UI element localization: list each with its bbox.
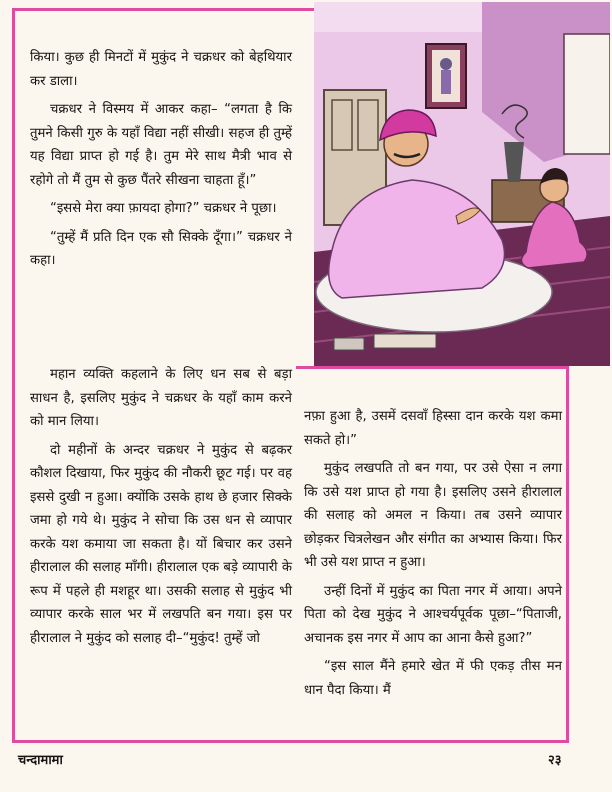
portrait-figure-head [440,58,452,70]
page-frame-left [12,8,15,743]
book-stack [374,334,436,348]
text-column-bottom-left [30,363,292,655]
paragraph: चक्रधर ने विस्मय में आकर कहा– “लगता है कि तुमने किसी गुरु के यहाँ विद्या नहीं सीखी। सहज ही तुम्हें यह विद्या प्राप्त हो गई है। तुम मेरे साथ मैत्री भाव से रहोगे तो मैं तुम से कुछ पैंतरे सीखना चाहता हूँ।” [30,102,292,188]
story-illustration [314,2,610,366]
paragraph: मुकुंद लखपति तो बन गया, पर उसे ऐसा न लगा कि उसे यश प्राप्त हो गया है। इसलिए उसने हीरालाल की सलाह को अमल न किया। तब उसने व्यापार छोड़कर चित्रलेखन और संगीत का अभ्यास किया। फिर भी उसे यश प्राप्त न हुआ। [304,461,562,570]
page-frame-divider [296,366,569,369]
page-frame-bottom [12,740,569,743]
paragraph: महान व्यक्ति कहलाने के लिए धन सब से बड़ा साधन है, इसलिए मुकुंद ने चक्रधर के यहाँ काम करने को मान लिया। [30,367,292,429]
paragraph: “तुम्हें मैं प्रति दिन एक सौ सिक्के दूँगा।” चक्रधर ने कहा। [30,229,292,268]
page-frame-right [566,366,569,743]
two-men-seated-room-illustration-icon [314,2,610,366]
page-number: २३ [548,753,562,768]
text-column-right [304,405,562,707]
magazine-name: चन्दामामा [18,753,63,768]
page-frame-top [12,8,314,11]
text-column-top-left [30,46,292,278]
paragraph: नफ़ा हुआ है, उसमें दसवाँ हिस्सा दान करके यश कमा सकते हो।” [304,409,562,448]
paragraph: “इससे मेरा क्या फ़ायदा होगा?” चक्रधर ने पूछा। [50,201,277,216]
window [564,34,610,154]
portrait-figure-body [441,70,451,94]
paragraph: दो महीनों के अन्दर चक्रधर ने मुकुंद से बढ़कर कौशल दिखाया, फिर मुकुंद की नौकरी छूट गई। पर वह इससे दुखी न हुआ। क्योंकि उसके हाथ छे हजार सिक्के जमा हो गये थे। मुकुंद ने सोचा कि उस धन से व्यापार करके यश कमाया जा सकता है। यों बिचार कर उसने हीरालाल की सलाह माँगी। हीरालाल एक बड़े व्यापारी के रूप में पहले ही मशहूर था। उसकी सलाह से मुकुंद भी व्यापार करके साल भर में लखपति बन गया। इस पर हीरालाल ने मुकुंद को सलाह दी–“मुकुंद! तुम्हें जो [30,442,292,646]
paragraph: किया। कुछ ही मिनटों में मुकुंद ने चक्रधर को बेहथियार कर डाला। [30,50,292,89]
small-bowl [334,338,364,350]
paragraph: “इस साल मैंने हमारे खेत में फी एकड़ तीस मन धान पैदा किया। मैं [304,659,562,698]
paragraph: उन्हीं दिनों में मुकुंद का पिता नगर में आया। अपने पिता को देख मुकुंद ने आश्चर्यपूर्वक पूछा–“पिताजी, अचानक इस नगर में आप का आना कैसे हुआ?” [304,583,562,646]
